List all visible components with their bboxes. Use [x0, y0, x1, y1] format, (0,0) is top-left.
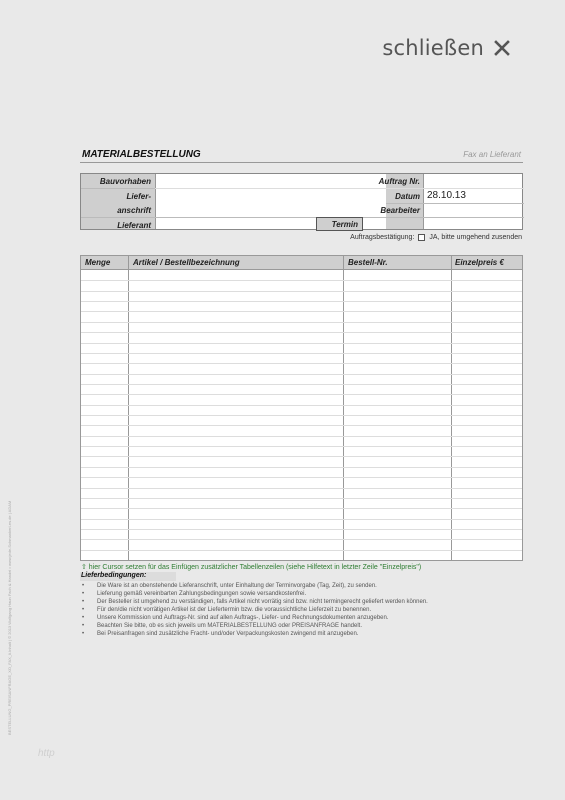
table-row: [81, 477, 522, 478]
items-table: [80, 255, 523, 561]
table-row: [81, 467, 522, 468]
table-row: [81, 343, 522, 344]
table-row: [81, 353, 522, 354]
table-row: [81, 446, 522, 447]
table-row: [81, 374, 522, 375]
datum-label: Datum: [395, 192, 420, 201]
table-row: [81, 539, 522, 540]
delivery-term: • Bei Preisanfragen sind zusätzliche Fracht- und/oder Verpackungskosten zwingend mit anzugeben.: [80, 630, 523, 638]
insert-rows-hint: ⇧ hier Cursor setzen für das Einfügen zusätzlicher Tabellenzeilen (siehe Hilfetext in letzter Zeile "Einzelpreis"): [81, 564, 422, 571]
table-row: [81, 394, 522, 395]
column-bestell-nr: Bestell-Nr.: [348, 258, 388, 267]
table-row: [81, 280, 522, 281]
table-row: [81, 405, 522, 406]
delivery-term: • Der Besteller ist umgehend zu verständigen, falls Artikel nicht vorrätig sind bzw. nicht termingerecht geliefert werden können.: [80, 598, 523, 606]
side-footer-text: BESTELLUNG_PREISANFRAGE_XO_FAX_Ii.Inhalt | © 2013 Wolfgang Haun Fach & Handel • www.jede-Schmankerl-es.de | ADAM: [7, 500, 12, 735]
close-button[interactable]: [382, 36, 510, 60]
delivery-terms-title: Lieferbedingungen:: [80, 572, 176, 581]
confirmation-option: JA, bitte umgehend zusenden: [429, 234, 522, 241]
table-row: [81, 498, 522, 499]
table-row: [81, 384, 522, 385]
table-row: [81, 529, 522, 530]
close-label: schließen: [382, 36, 484, 60]
confirmation-label: Auftragsbestätigung:: [350, 234, 415, 241]
auftrag-label: Auftrag Nr.: [378, 177, 420, 186]
table-row: [81, 301, 522, 302]
document-title: MATERIALBESTELLUNG: [82, 149, 201, 160]
table-row: [81, 456, 522, 457]
datum-value[interactable]: 28.10.13: [427, 190, 466, 201]
column-einzelpreis: Einzelpreis €: [455, 258, 504, 267]
table-row: [81, 488, 522, 489]
table-row: [81, 363, 522, 364]
items-table-header: [81, 256, 522, 270]
delivery-term: • Die Ware ist an obenstehende Lieferanschrift, unter Einhaltung der Terminvorgabe (Tag, Zeit), zu senden.: [80, 582, 523, 590]
table-row: [81, 436, 522, 437]
confirmation-row: [350, 234, 522, 241]
order-header-table: [80, 173, 523, 230]
column-artikel: Artikel / Bestellbezeichnung: [133, 258, 240, 267]
confirmation-checkbox[interactable]: [418, 234, 425, 241]
termin-box: [316, 217, 363, 231]
bauvorhaben-label: Bauvorhaben: [99, 177, 151, 186]
column-menge: Menge: [85, 258, 111, 267]
delivery-term: • Beachten Sie bitte, ob es sich jeweils um MATERIALBESTELLUNG oder PREISANFRAGE handelt.: [80, 622, 523, 630]
delivery-term: • Lieferung gemäß vereinbarten Zahlungsbedingungen sowie versandkostenfrei.: [80, 590, 523, 598]
lieferanschrift-label-2: anschrift: [117, 206, 151, 215]
document-title-row: [80, 149, 523, 163]
table-row: [81, 519, 522, 520]
lieferanschrift-label-1: Liefer-: [126, 192, 151, 201]
table-row: [81, 291, 522, 292]
table-row: [81, 415, 522, 416]
table-row: [81, 550, 522, 551]
table-row: [81, 322, 522, 323]
right-value-column: [423, 174, 524, 229]
termin-label: Termin: [331, 220, 358, 229]
delivery-term: • Unsere Kommission und Auftrags-Nr. sind auf allen Auftrags-, Liefer- und Rechnungsdokumenten anzugeben.: [80, 614, 523, 622]
delivery-terms-list: [80, 582, 523, 638]
delivery-term: • Für den/die nicht vorrätigen Artikel ist der Liefertermin bzw. die voraussichtliche Lieferzeit zu benennen.: [80, 606, 523, 614]
lieferant-label: Lieferant: [117, 221, 151, 230]
table-row: [81, 425, 522, 426]
close-icon: [494, 40, 510, 56]
table-row: [81, 508, 522, 509]
table-row: [81, 311, 522, 312]
document-subtitle: Fax an Lieferant: [463, 150, 521, 159]
watermark: http: [38, 748, 55, 759]
bearbeiter-label: Bearbeiter: [380, 206, 420, 215]
table-row: [81, 332, 522, 333]
